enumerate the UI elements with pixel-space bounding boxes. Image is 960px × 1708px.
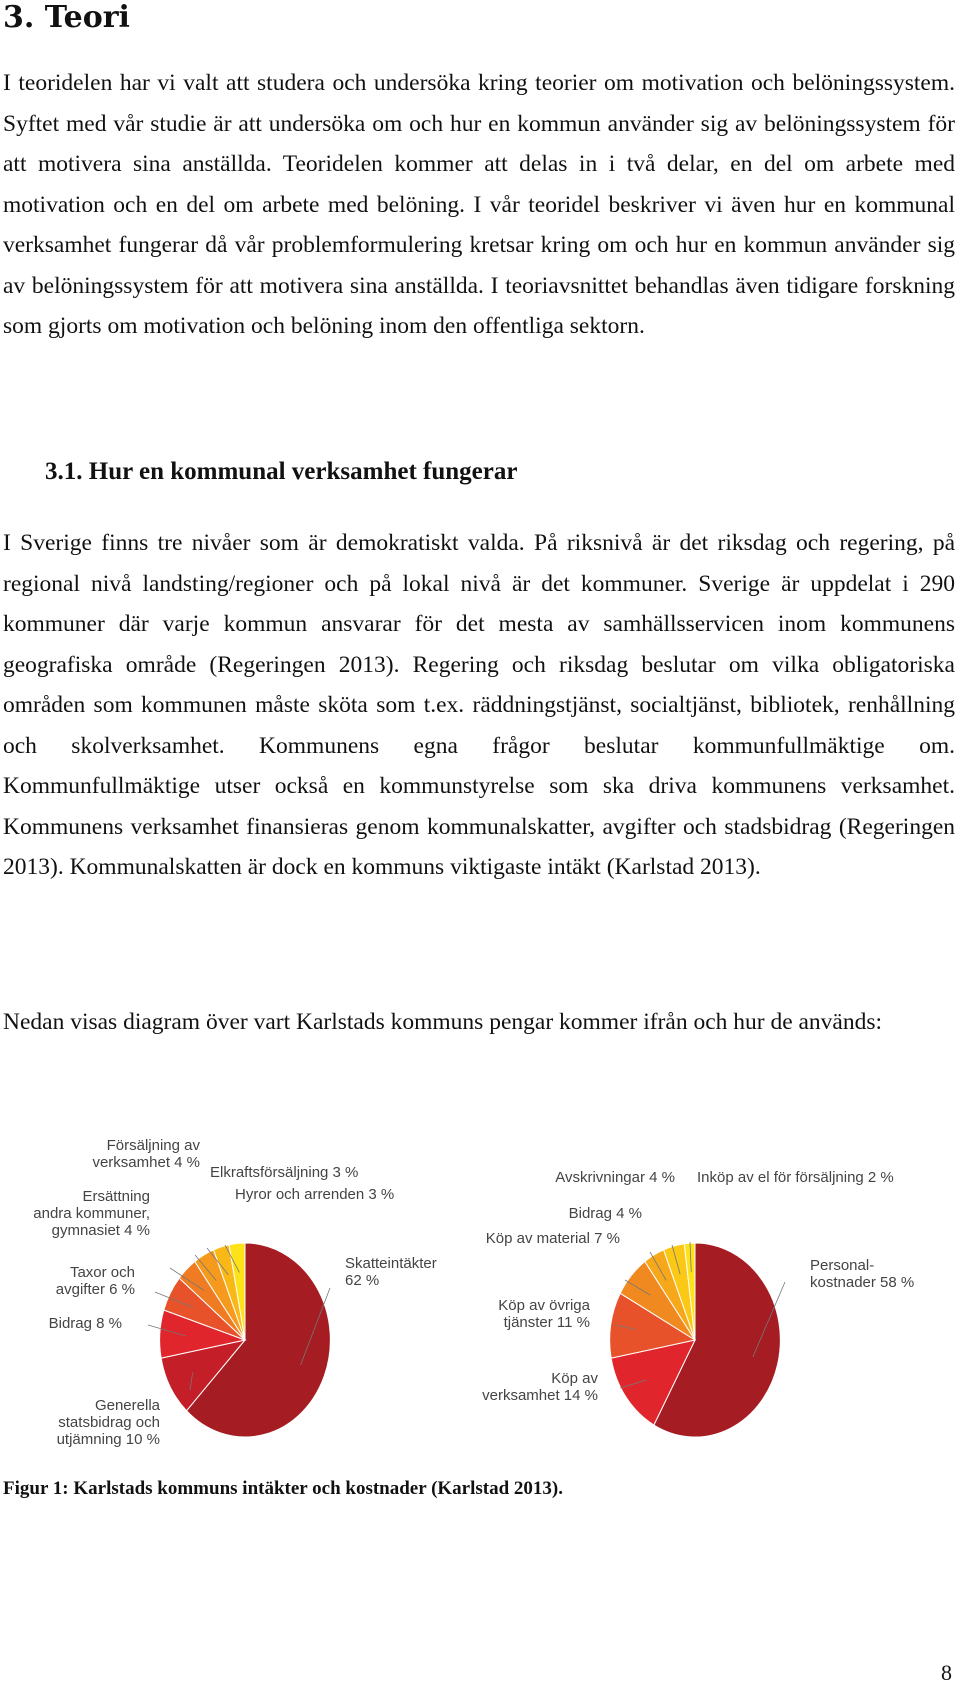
slice-label: Köp av verksamhet 14 %: [482, 1370, 598, 1404]
section-heading: 3. Teori: [3, 0, 130, 35]
subsection-heading: 3.1. Hur en kommunal verksamhet fungerar: [45, 458, 518, 485]
pie-charts-figure: [0, 1120, 960, 1460]
slice-label: Bidrag 8 %: [48, 1315, 122, 1332]
slice-label: Elkraftsförsäljning 3 %: [210, 1164, 359, 1181]
figure-caption: Figur 1: Karlstads kommuns intäkter och kostnader (Karlstad 2013).: [3, 1478, 564, 1499]
slice-label: Bidrag 4 %: [568, 1205, 642, 1222]
slice-label: Personal-kostnader 58 %: [810, 1257, 915, 1291]
slice-label: Generella statsbidrag och utjämning 10 %: [56, 1397, 160, 1448]
slice-label: Köp av material 7 %: [485, 1230, 620, 1247]
page-number: 8: [941, 1660, 952, 1685]
slice-label: Inköp av el för försäljning 2 %: [697, 1169, 894, 1186]
slice-label: Hyror och arrenden 3 %: [235, 1186, 395, 1203]
chart-intro-paragraph: Nedan visas diagram över vart Karlstads kommuns pengar kommer ifrån och hur de används:: [3, 1009, 883, 1035]
slice-label: Ersättning andra kommuner, gymnasiet 4 %: [33, 1188, 150, 1239]
slice-label: Köp av övriga tjänster 11 %: [498, 1297, 590, 1331]
slice-label: Skatteintäkter 62 %: [345, 1255, 437, 1289]
slice-label: Avskrivningar 4 %: [555, 1169, 675, 1186]
body-paragraph: I Sverige finns tre nivåer som är demokratiskt valda. På riksnivå är det riksdag och regering, på regional nivå landsting/regioner och på lokal nivå är det kommuner. Sverige är uppdelat i 290 kommuner där varje kommun ansvarar för det mesta av samhällsservicen inom kommunens geografiska område (Regeringen 2013). Regering och riksdag beslutar om vilka obligatoriska områden som kommunen måste sköta som t.ex. räddningstjänst, socialtjänst, bibliotek, renhållning och skolverksamhet. Kommunens egna frågor beslutar kommunfullmäktige om. Kommunfullmäktige utser också en kommunstyrelse som ska driva kommunens verksamhet. Kommunens verksamhet finansieras genom kommunalskatter, avgifter och stadsbidrag (Regeringen 2013). Kommunalskatten är dock en kommuns viktigaste intäkt (Karlstad 2013).: [3, 530, 955, 880]
slice-label: Taxor och avgifter 6 %: [55, 1264, 135, 1298]
slice-label: Försäljning av verksamhet 4 %: [92, 1137, 200, 1171]
intro-paragraph: I teoridelen har vi valt att studera och undersöka kring teorier om motivation och belöningssystem. Syftet med vår studie är att undersöka om och hur en kommun använder sig av belöningssystem för att motivera sina anställda. Teoridelen kommer att delas in i två delar, en del om arbete med motivation och en del om arbete med belöning. I vår teoridel beskriver vi även hur en kommunal verksamhet fungerar då vår problemformulering kretsar kring om och hur en kommun använder sig av belöningssystem för att motivera sina anställda. I teoriavsnittet behandlas även tidigare forskning som gjorts om motivation och belöning inom den offentliga sektorn.: [3, 70, 955, 339]
